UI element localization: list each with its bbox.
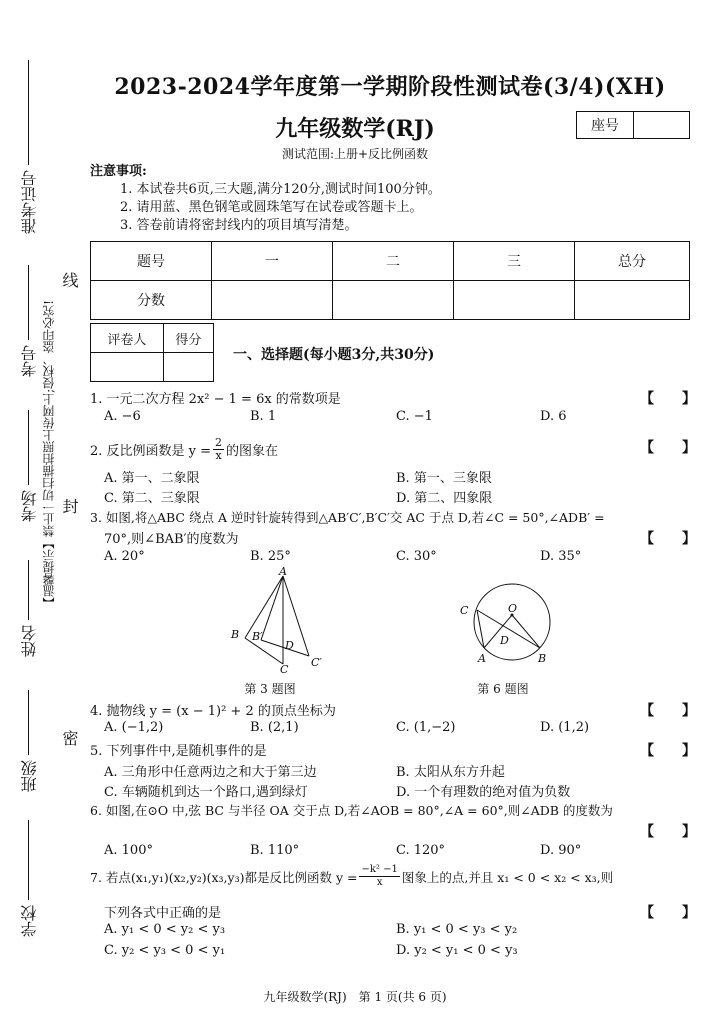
- q2-stem-pre: 2. 反比例函数是 y =: [90, 444, 212, 459]
- seat-label: 座号: [577, 112, 634, 138]
- instructions: [90, 163, 441, 235]
- exam-scope: 测试范围:上册+反比例函数: [281, 147, 429, 161]
- reviewer-cell[interactable]: [91, 353, 164, 382]
- seat-number-field[interactable]: [634, 112, 689, 138]
- score-cell[interactable]: [333, 281, 454, 320]
- q7-stem-post: 图象上的点,并且 x₁ < 0 < x₂ < x₃,则: [401, 869, 614, 885]
- option-a[interactable]: A. −6: [104, 409, 141, 424]
- answer-bracket[interactable]: 【 】: [640, 905, 696, 921]
- figure-6-caption: 第 6 题图: [477, 682, 529, 696]
- fig3-label: B: [231, 628, 240, 641]
- option-a[interactable]: A. 20°: [104, 549, 145, 564]
- q7-fraction: [359, 864, 399, 889]
- fig6-label: C: [460, 604, 469, 617]
- score-row-label: 分数: [91, 281, 212, 320]
- seal-mi: 密: [60, 730, 79, 746]
- fig6-line-ob: [512, 615, 540, 648]
- option-c[interactable]: C. 车辆随机到达一个路口,遇到绿灯: [104, 785, 308, 800]
- score-cell[interactable]: [575, 281, 690, 320]
- section-title: 一、选择题(每小题3分,共30分): [233, 347, 435, 363]
- fig6-label: O: [508, 602, 518, 615]
- option-b[interactable]: B. 25°: [250, 549, 291, 564]
- option-d[interactable]: D. (1,2): [540, 720, 590, 735]
- exam-room-label: 考场: [20, 490, 39, 522]
- option-a[interactable]: A. 三角形中任意两边之和大于第三边: [104, 765, 317, 780]
- q2-fraction: [213, 437, 224, 462]
- reviewer-header: 评卷人: [91, 324, 164, 353]
- q7-frac-num: −k² −1: [361, 864, 398, 875]
- answer-bracket[interactable]: 【 】: [640, 743, 696, 759]
- copyright-warning: 【温馨提示】禁止一切扫描拍照上传网上;侵权、盗印必究!: [42, 300, 56, 609]
- exam-no-field-line[interactable]: [28, 265, 29, 340]
- q2-stem-post: 的图象在: [226, 444, 279, 459]
- answer-bracket[interactable]: 【 】: [640, 391, 696, 407]
- fig6-label: D: [500, 634, 509, 647]
- figure-3: [225, 566, 335, 676]
- option-d[interactable]: D. 35°: [540, 549, 582, 564]
- option-b[interactable]: B. 110°: [250, 843, 300, 858]
- question-7-stem-cont: 下列各式中正确的是: [104, 906, 222, 921]
- option-d[interactable]: D. 第二、四象限: [396, 491, 493, 506]
- fig6-label: B: [538, 652, 547, 665]
- option-b[interactable]: B. y₁ < 0 < y₃ < y₂: [396, 922, 518, 937]
- score-header-cell: 三: [454, 242, 575, 281]
- option-d[interactable]: D. 6: [540, 409, 567, 424]
- ticket-no-label: 准考证号: [20, 170, 39, 234]
- fig3-label: B′: [252, 630, 263, 643]
- option-c[interactable]: C. 30°: [396, 549, 437, 564]
- fig6-line-ca: [477, 610, 484, 648]
- score-table: [90, 241, 690, 320]
- option-b[interactable]: B. 1: [250, 409, 277, 424]
- fig6-circle: [474, 584, 550, 660]
- class-field-line[interactable]: [28, 690, 29, 755]
- fig3-line-bc: [245, 638, 283, 664]
- school-label: 学校: [20, 905, 39, 937]
- option-c[interactable]: C. (1,−2): [396, 720, 456, 735]
- school-field-line[interactable]: [28, 820, 29, 900]
- score-header-cell: 总分: [575, 242, 690, 281]
- q2-frac-den: x: [215, 449, 222, 462]
- instructions-heading: 注意事项:: [90, 164, 147, 179]
- fig6-label: A: [478, 652, 486, 665]
- reviewer-table: [90, 323, 214, 382]
- option-c[interactable]: C. 第二、三象限: [104, 491, 200, 506]
- exam-no-label: 考号: [20, 345, 39, 377]
- points-header: 得分: [163, 324, 213, 353]
- score-header-cell: 一: [212, 242, 333, 281]
- option-c[interactable]: C. 120°: [396, 843, 446, 858]
- fig3-label: C′: [311, 656, 322, 669]
- figure-6: [450, 570, 560, 675]
- page-footer: 九年级数学(RJ) 第 1 页(共 6 页): [263, 990, 447, 1004]
- question-3-stem-cont: 70°,则∠BAB′的度数为: [104, 532, 239, 547]
- points-cell[interactable]: [163, 353, 213, 382]
- option-a[interactable]: A. (−1,2): [104, 720, 164, 735]
- instruction-item: 3. 答卷前请将密封线内的项目填写清楚。: [120, 218, 358, 233]
- q2-frac-num: 2: [215, 436, 223, 449]
- fig3-label: A: [279, 566, 287, 578]
- option-a[interactable]: A. 第一、二象限: [104, 471, 200, 486]
- question-3-stem: 3. 如图,将△ABC 绕点 A 逆时针旋转得到△AB′C′,B′C′交 AC 于点 D,若∠C = 50°,∠ADB′ =: [90, 510, 605, 525]
- exam-subject: 九年级数学(RJ): [275, 116, 435, 142]
- score-cell[interactable]: [212, 281, 333, 320]
- option-d[interactable]: D. 一个有理数的绝对值为负数: [396, 785, 571, 800]
- answer-bracket[interactable]: 【 】: [640, 440, 696, 456]
- score-header-cell: 题号: [91, 242, 212, 281]
- instruction-item: 1. 本试卷共6页,三大题,满分120分,测试时间100分钟。: [120, 182, 441, 197]
- exam-room-field-line[interactable]: [28, 410, 29, 485]
- option-a[interactable]: A. 100°: [104, 843, 153, 858]
- exam-title: 2023-2024学年度第一学期阶段性测试卷(3/4)(XH): [114, 74, 666, 100]
- option-d[interactable]: D. 90°: [540, 843, 582, 858]
- q7-frac-den: x: [376, 877, 383, 888]
- option-d[interactable]: D. y₂ < y₁ < 0 < y₃: [396, 943, 518, 958]
- option-b[interactable]: B. 第一、三象限: [396, 471, 492, 486]
- answer-bracket[interactable]: 【 】: [640, 531, 696, 547]
- fig3-line-ab2: [261, 576, 283, 640]
- question-2-stem: [90, 437, 278, 462]
- seal-xian: 线: [60, 272, 79, 288]
- question-4-stem: 4. 抛物线 y = (x − 1)² + 2 的顶点坐标为: [90, 704, 336, 719]
- option-b[interactable]: B. 太阳从东方升起: [396, 765, 505, 780]
- fig3-label: D: [285, 639, 294, 652]
- question-5-stem: 5. 下列事件中,是随机事件的是: [90, 744, 267, 759]
- score-header-cell: 二: [333, 242, 454, 281]
- option-b[interactable]: B. (2,1): [250, 720, 299, 735]
- figure-3-caption: 第 3 题图: [244, 682, 296, 696]
- option-a[interactable]: A. y₁ < 0 < y₂ < y₃: [104, 922, 226, 937]
- answer-bracket[interactable]: 【 】: [640, 824, 696, 840]
- option-c[interactable]: C. y₂ < y₃ < 0 < y₁: [104, 943, 226, 958]
- q7-stem-pre: 7. 若点(x₁,y₁)(x₂,y₂)(x₃,y₃)都是反比例函数 y =: [90, 869, 358, 885]
- question-6-stem: 6. 如图,在⊙O 中,弦 BC 与半径 OA 交于点 D,若∠AOB = 80°,∠A = 60°,则∠ADB 的度数为: [90, 803, 613, 818]
- fig3-label: C: [280, 663, 289, 676]
- seal-feng: 封: [60, 498, 79, 514]
- name-label: 姓名: [20, 625, 39, 657]
- score-cell[interactable]: [454, 281, 575, 320]
- question-1-stem: 1. 一元二次方程 2x² − 1 = 6x 的常数项是: [90, 392, 341, 407]
- fig3-line-ab: [245, 576, 283, 638]
- class-label: 班级: [20, 760, 39, 792]
- instruction-item: 2. 请用蓝、黑色钢笔或圆珠笔写在试卷或答题卡上。: [120, 200, 423, 215]
- name-field-line[interactable]: [28, 560, 29, 620]
- seat-number-box: [576, 111, 690, 139]
- question-7-stem: [90, 864, 613, 889]
- option-c[interactable]: C. −1: [396, 409, 433, 424]
- answer-bracket[interactable]: 【 】: [640, 703, 696, 719]
